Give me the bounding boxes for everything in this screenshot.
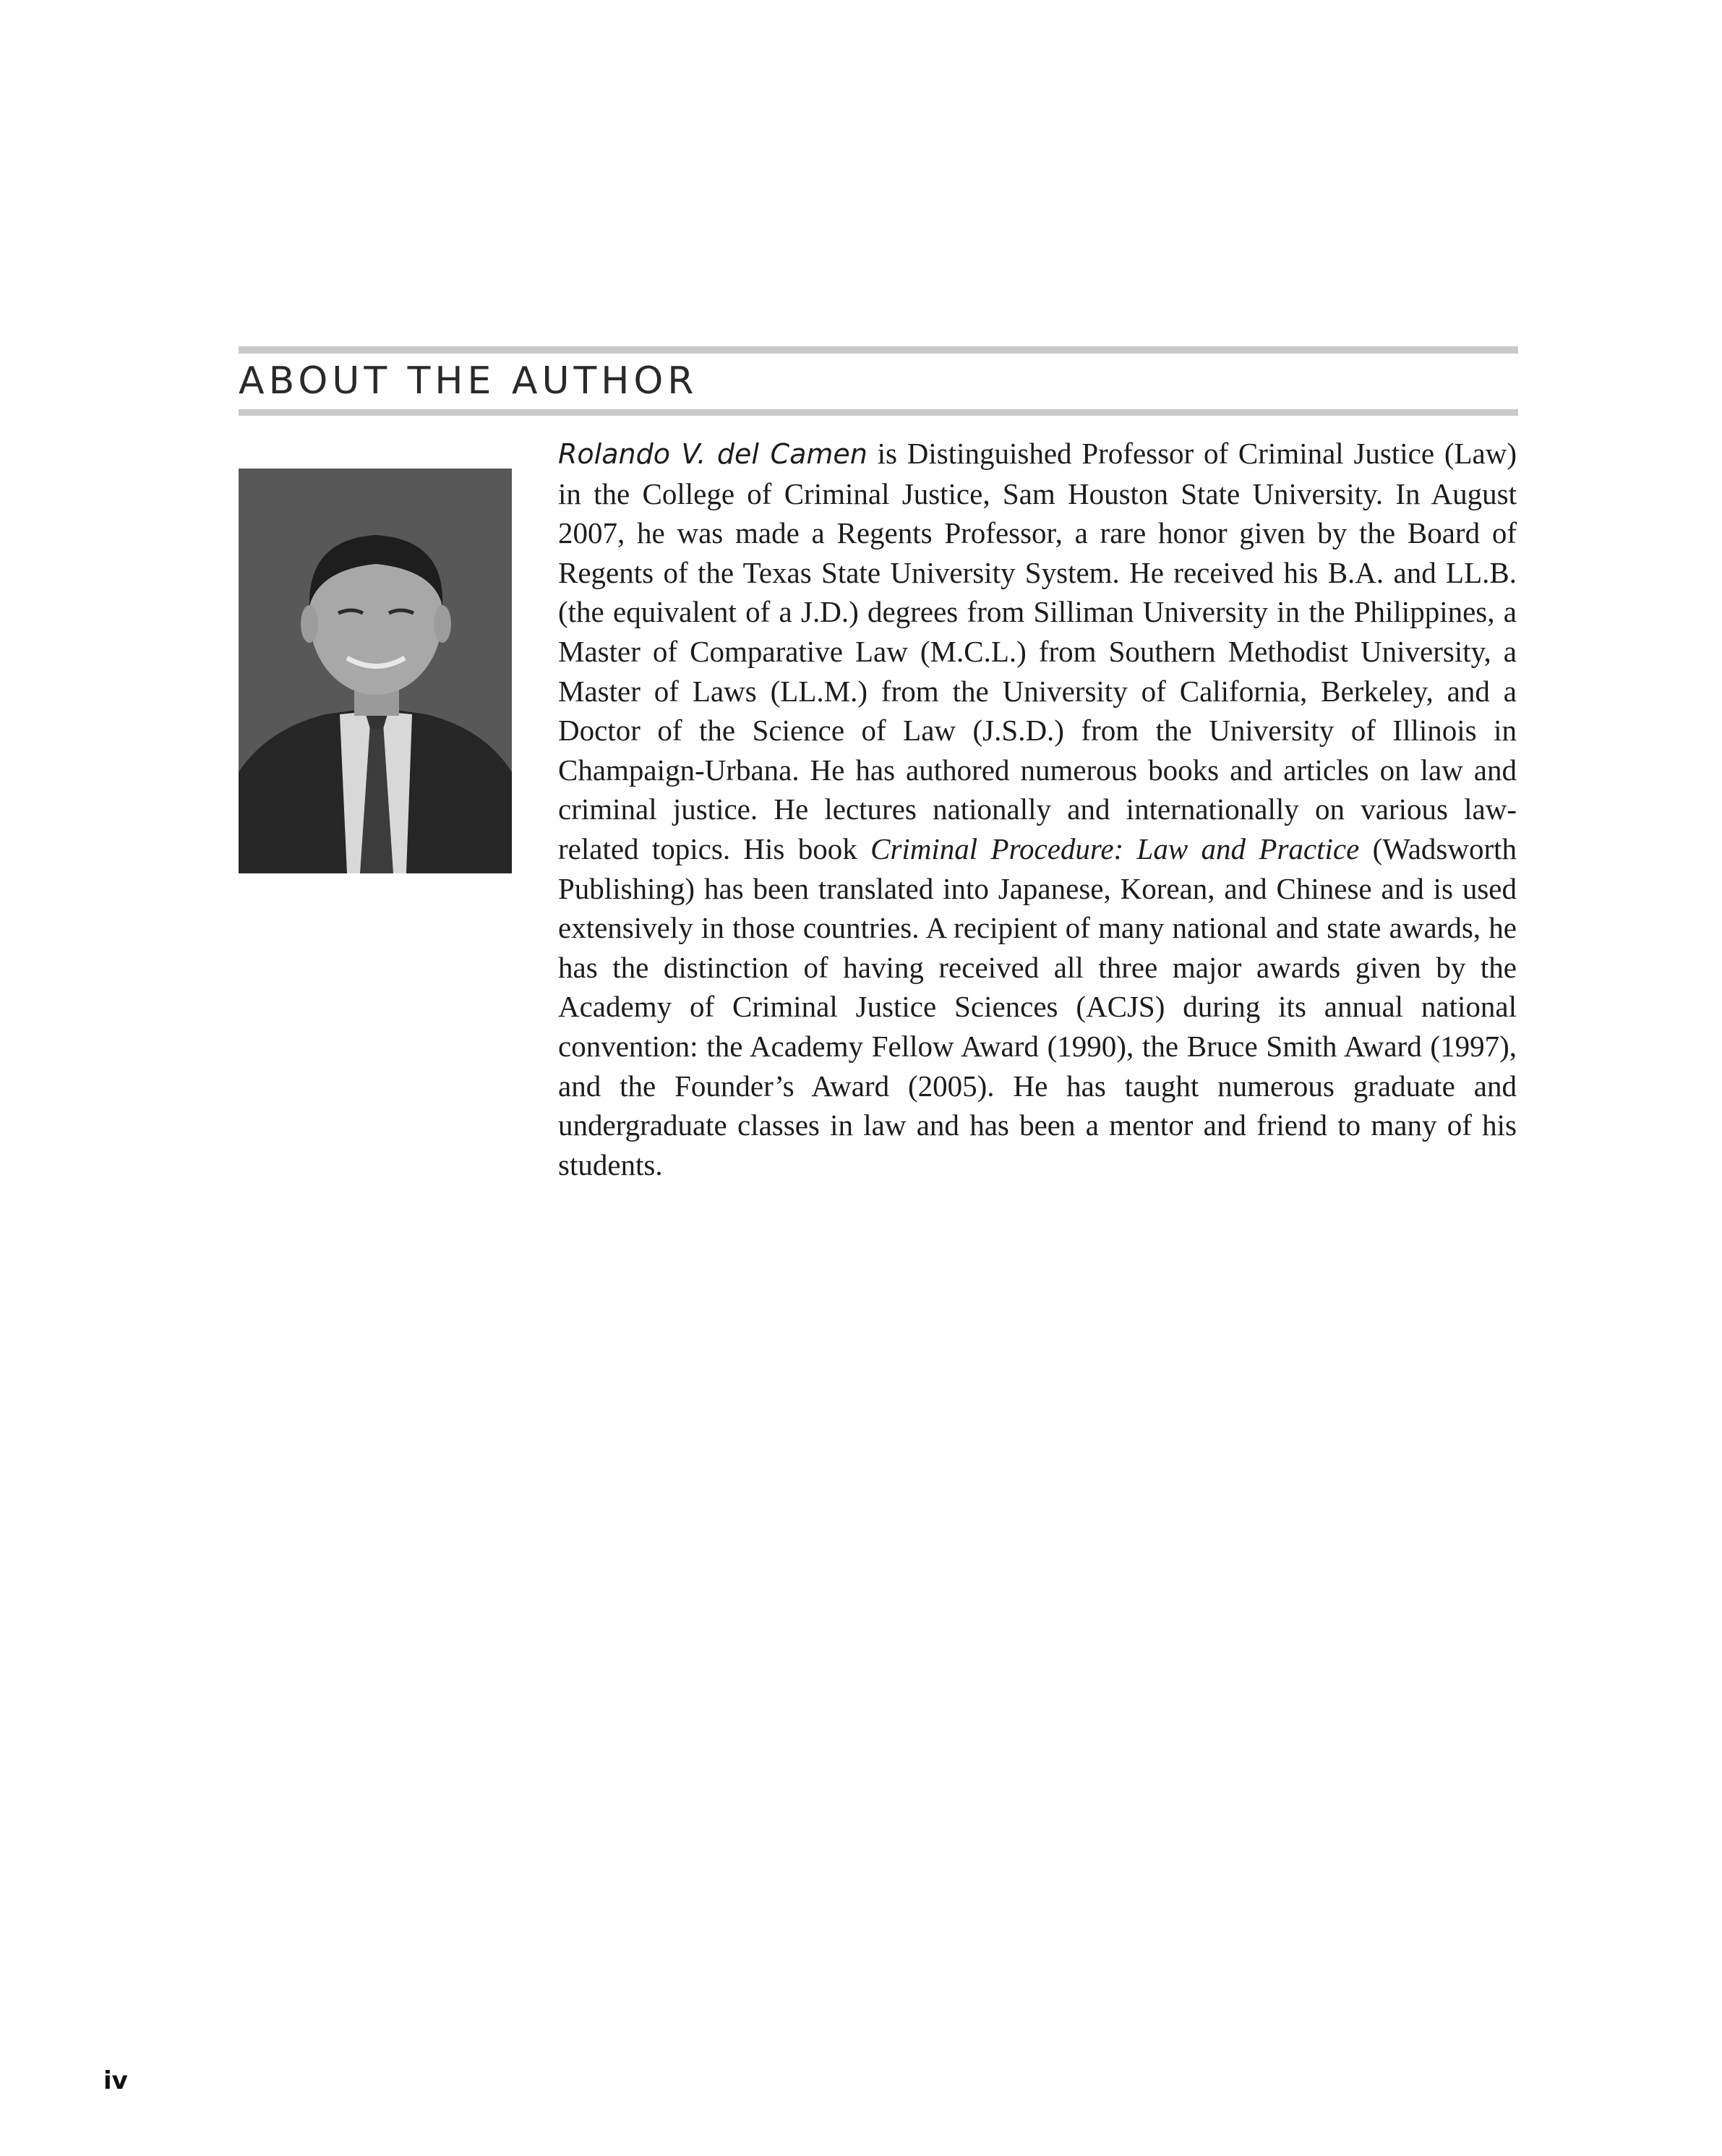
section-title: ABOUT THE AUTHOR xyxy=(239,359,698,403)
bio-text-after-book: (Wadsworth Publishing) has been translated into Japanese, Korean, and Chinese and is used extensively in those countries. A recipient of many national and state awards, he has the distinction of having received all three major awards given by the Academy of Criminal Justice Sciences (ACJS) during its annual national convention: the Academy Fellow Award (1990), the Bruce Smith Award (1997), and the Founder’s Award (2005). He has taught numerous graduate and undergraduate classes in law and has been a mentor and friend to many of his students. xyxy=(558,831,1517,1181)
page-number: iv xyxy=(103,2066,128,2095)
header-rule-top xyxy=(239,346,1518,354)
book-title: Criminal Procedure: Law and Practice xyxy=(870,831,1360,865)
author-photo xyxy=(239,469,512,873)
author-name: Rolando V. del Camen xyxy=(558,438,868,470)
header-rule-bottom xyxy=(239,409,1518,416)
author-portrait-image xyxy=(239,469,512,873)
bio-text-before-book: is Distinguished Professor of Criminal Justice (Law) in the College of Criminal Justice, Sam Houston State University. In August 2007, he was made a Regents Professor, a rare honor given by the Board of Regents of the Texas State University System. He received his B.A. and LL.B. (the equivalent of a J.D.) degrees from Silliman University in the Philippines, a Master of Comparative Law (M.C.L.) from Southern Methodist University, a Master of Laws (LL.M.) from the University of California, Berkeley, and a Doctor of the Science of Law (J.S.D.) from the University of Illinois in Champaign-Urbana. He has authored numerous books and articles on law and criminal justice. He lectures nationally and internationally on various law-related topics. His book xyxy=(558,437,1517,865)
author-bio xyxy=(558,434,1517,1184)
